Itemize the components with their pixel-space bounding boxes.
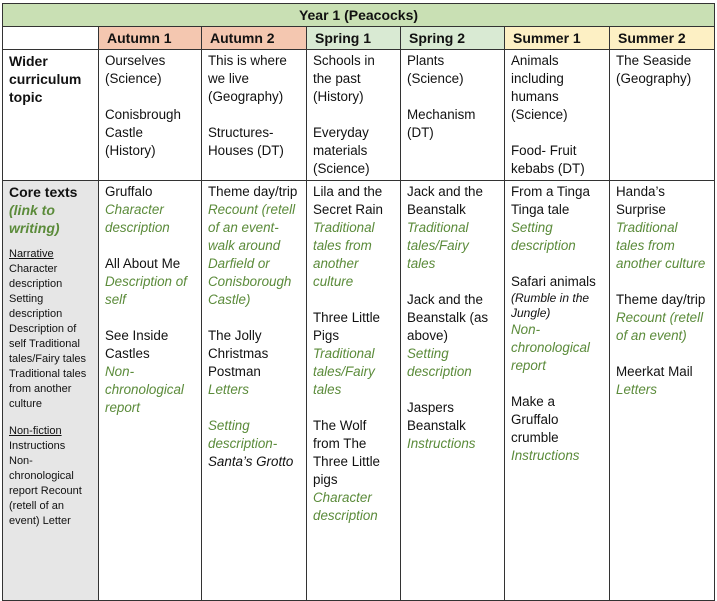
wider-autumn-1 xyxy=(99,50,202,181)
header-autumn-2: Autumn 2 xyxy=(202,27,307,50)
header-autumn-1: Autumn 1 xyxy=(99,27,202,50)
book-title: Jaspers Beanstalk xyxy=(407,400,466,433)
writing-genre: Traditional tales from another culture xyxy=(313,220,375,289)
core-texts-row xyxy=(3,181,715,601)
book-title: See Inside Castles xyxy=(105,328,169,361)
writing-genre: Non-chronological report xyxy=(511,322,590,373)
book-title: All About Me xyxy=(105,256,181,271)
header-summer-2: Summer 2 xyxy=(610,27,715,50)
core-summer-1 xyxy=(505,181,610,601)
writing-genre: Character description xyxy=(313,490,378,523)
book-title: Jack and the Beanstalk (as above) xyxy=(407,292,489,343)
wider-curriculum-label: Wider curriculum topic xyxy=(3,50,99,181)
narrative-heading: Narrative xyxy=(9,248,54,260)
topic-text: This is where we live (Geography) xyxy=(208,53,287,104)
writing-genre: Traditional tales/Fairy tales xyxy=(313,346,375,397)
header-summer-1: Summer 1 xyxy=(505,27,610,50)
book-title: Three Little Pigs xyxy=(313,310,380,343)
core-spring-2 xyxy=(401,181,505,601)
book-title: Make a Gruffalo crumble xyxy=(511,394,559,445)
writing-genre: Non-chronological report xyxy=(105,364,184,415)
topic-text: Plants (Science) xyxy=(407,53,464,86)
writing-genre: Character description xyxy=(105,202,170,235)
topic-text: Food- Fruit kebabs (DT) xyxy=(511,143,585,176)
wider-curriculum-row xyxy=(3,50,715,181)
writing-genre: Traditional tales/Fairy tales xyxy=(407,220,469,271)
wider-summer-1 xyxy=(505,50,610,181)
writing-genre: Letters xyxy=(616,382,657,397)
topic-text: Ourselves (Science) xyxy=(105,53,166,86)
topic-text: Conisbrough Castle (History) xyxy=(105,107,181,158)
setting-detail: Santa’s Grotto xyxy=(208,454,294,469)
book-title: Handa’s Surprise xyxy=(616,184,666,217)
topic-text: Structures- Houses (DT) xyxy=(208,125,284,158)
writing-genre: Setting description- xyxy=(208,418,278,451)
book-title: From a Tinga Tinga tale xyxy=(511,184,590,217)
wider-autumn-2 xyxy=(202,50,307,181)
topic-text: Animals including humans (Science) xyxy=(511,53,568,122)
writing-genre: Letters xyxy=(208,382,249,397)
narrative-items: Character description Setting description Description of self Traditional tales/Fairy tales Traditional tales from another culture xyxy=(9,263,87,410)
book-title: The Jolly Christmas Postman xyxy=(208,328,269,379)
nonfiction-heading: Non-fiction xyxy=(9,425,62,437)
corner-cell xyxy=(3,27,99,50)
table-title: Year 1 (Peacocks) xyxy=(3,4,715,27)
writing-genre: Setting description xyxy=(407,346,472,379)
book-title: Safari animals xyxy=(511,274,596,289)
book-title: Lila and the Secret Rain xyxy=(313,184,383,217)
core-spring-1 xyxy=(307,181,401,601)
header-spring-2: Spring 2 xyxy=(401,27,505,50)
book-title: The Wolf from The Three Little pigs xyxy=(313,418,380,487)
header-spring-1: Spring 1 xyxy=(307,27,401,50)
title-row xyxy=(3,4,715,27)
book-title: Meerkat Mail xyxy=(616,364,693,379)
wider-summer-2 xyxy=(610,50,715,181)
book-title: Theme day/trip xyxy=(616,292,706,307)
writing-genre: Recount (retell of an event) xyxy=(616,310,704,343)
writing-genre: Description of self xyxy=(105,274,187,307)
core-texts-label: Core texts xyxy=(9,184,78,200)
wider-spring-2 xyxy=(401,50,505,181)
book-title: Jack and the Beanstalk xyxy=(407,184,483,217)
wider-spring-1 xyxy=(307,50,401,181)
core-texts-sublabel: (link to writing) xyxy=(9,202,60,236)
book-subtitle: (Rumble in the Jungle) xyxy=(511,291,590,320)
writing-genre: Traditional tales from another culture xyxy=(616,220,706,271)
topic-text: Everyday materials (Science) xyxy=(313,125,370,176)
writing-genre: Recount (retell of an event- walk around Darfield or Conisborough Castle) xyxy=(208,202,296,307)
book-title: Theme day/trip xyxy=(208,184,298,199)
nonfiction-items: Instructions Non-chronological report Recount (retell of an event) Letter xyxy=(9,440,82,527)
core-autumn-1 xyxy=(99,181,202,601)
core-summer-2 xyxy=(610,181,715,601)
writing-genre: Setting description xyxy=(511,220,576,253)
term-header-row xyxy=(3,27,715,50)
topic-text: The Seaside (Geography) xyxy=(616,53,692,86)
writing-genre: Instructions xyxy=(407,436,476,451)
core-autumn-2 xyxy=(202,181,307,601)
core-texts-label-cell xyxy=(3,181,99,601)
topic-text: Schools in the past (History) xyxy=(313,53,375,104)
writing-genre: Instructions xyxy=(511,448,580,463)
topic-text: Mechanism (DT) xyxy=(407,107,476,140)
book-title: Gruffalo xyxy=(105,184,153,199)
curriculum-table xyxy=(2,3,715,601)
